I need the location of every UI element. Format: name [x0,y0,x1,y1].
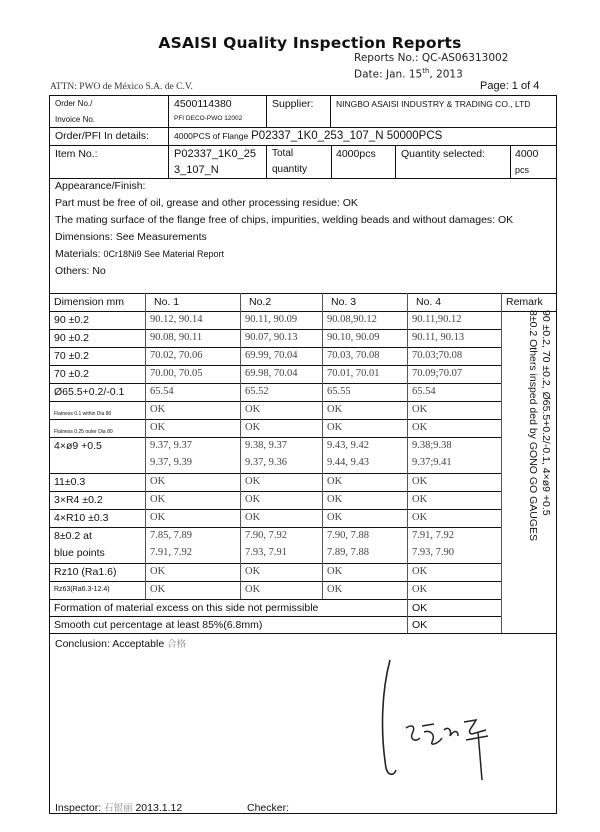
dimension-label: 70 ±0.2 [54,350,89,362]
appearance-line: Dimensions: See Measurements [55,231,207,243]
measurement-value: 7.91, 7.92 [412,530,454,541]
dimension-label: 90 ±0.2 [54,332,89,344]
divider [322,293,323,311]
divider [145,401,146,419]
divider [331,145,332,178]
divider [501,347,502,365]
divider [322,581,323,599]
divider [240,437,241,473]
divider [501,383,502,401]
divider [266,145,267,178]
measurement-value: OK [150,422,166,433]
divider [510,145,511,178]
requirement-value: OK [412,602,428,614]
divider [49,419,502,420]
dimension-label: Flatness 0.1 within Dia 80 [54,411,112,417]
divider [407,401,408,419]
divider [145,419,146,437]
measurement-value: OK [150,404,166,415]
measurement-value: 7.90, 7.92 [245,530,287,541]
divider [407,293,408,311]
divider [407,527,408,563]
measurement-value: 90.08, 90.11 [150,332,203,343]
divider [145,437,146,473]
measurement-value: 90.10, 90.09 [327,332,380,343]
measurement-value: 7.89, 7.88 [327,547,369,558]
measurement-value: 65.52 [245,386,269,397]
column-header: Dimension mm [54,296,125,308]
divider [168,95,169,178]
column-header: Remark [506,296,543,308]
divider [407,419,408,437]
measurement-value: 90.11, 90.13 [412,332,465,343]
divider [240,383,241,401]
signature [360,650,520,790]
report-title: ASAISI Quality Inspection Reports [158,34,462,52]
divider [501,419,502,437]
measurement-value: OK [245,404,261,415]
remark-text: 90 ±0.2, 70 ±0.2, Ø65.5+0.2/-0.1, 4×ø9 +0.5 8±0.2 Others insped ded by GONO GO GAUGES [527,310,552,542]
divider [501,616,502,633]
measurement-value: OK [412,476,428,487]
measurement-value: OK [412,422,428,433]
divider [501,581,502,599]
measurement-value: 9.37, 9.36 [245,457,287,468]
dimension-label: 8±0.2 at [54,530,92,542]
divider [501,311,502,329]
divider [322,383,323,401]
measurement-value: OK [150,584,166,595]
divider [145,383,146,401]
requirement-value: OK [412,619,428,631]
measurement-value: OK [412,512,428,523]
dimension-label: Rz10 (Ra1.6) [54,566,117,578]
dimension-label: 4×ø9 +0.5 [54,440,102,452]
frame-right [556,95,557,814]
divider [407,509,408,527]
total-quantity-value: 4000pcs [336,148,376,160]
measurement-value: OK [412,584,428,595]
measurement-value: 9.37, 9.39 [150,457,192,468]
quantity-selected-label: Quantity selected: [401,148,486,160]
divider [407,473,408,491]
dimension-label: 11±0.3 [54,476,86,488]
measurement-value: OK [150,566,166,577]
divider [322,419,323,437]
total-quantity-label: Total quantity [272,148,308,175]
divider [322,491,323,509]
measurement-value: 7.93, 7.91 [245,547,287,558]
dimension-label: Flatness 0.25 outer Dia 80 [54,429,113,435]
divider [145,491,146,509]
divider [407,437,408,473]
dimension-label: Rz63(Ra6.3-12.4) [54,586,110,593]
measurement-value: OK [412,404,428,415]
divider [501,329,502,347]
measurement-value: 7.85, 7.89 [150,530,192,541]
measurement-value: 70.03;70.08 [412,350,463,361]
divider [407,329,408,347]
divider [322,527,323,563]
divider [145,563,146,581]
divider [501,527,502,563]
measurement-value: OK [412,566,428,577]
attention-line: ATTN: PWO de México S.A. de C.V. [50,82,193,92]
measurement-value: OK [245,494,261,505]
measurement-value: OK [327,494,343,505]
divider [501,599,502,616]
supplier-label: Supplier: [272,98,314,110]
report-meta [354,52,508,82]
measurement-value: 7.90, 7.88 [327,530,369,541]
column-header: No. 4 [416,296,442,308]
measurement-value: OK [245,512,261,523]
measurement-value: 90.12, 90.14 [150,314,203,325]
measurement-value: 90.08,90.12 [327,314,377,325]
divider [407,491,408,509]
measurement-value: 90.11,90.12 [412,314,462,325]
measurement-value: 65.54 [412,386,436,397]
divider [49,401,502,402]
measurement-value: OK [327,404,343,415]
details-label: Order/PFI In details: [55,130,149,142]
appearance-heading: Appearance/Finish: [55,180,146,192]
measurement-value: OK [327,476,343,487]
divider [49,293,557,294]
divider [240,401,241,419]
measurement-value: OK [245,584,261,595]
measurement-value: 9.38, 9.37 [245,440,287,451]
divider [330,95,331,127]
divider [407,365,408,383]
dimension-label: 4×R10 ±0.3 [54,512,109,524]
divider [240,473,241,491]
measurement-value: OK [245,566,261,577]
divider [240,347,241,365]
divider [501,293,502,311]
divider [145,527,146,563]
divider [145,509,146,527]
divider [322,473,323,491]
divider [240,563,241,581]
divider [240,491,241,509]
measurement-value: 70.02, 70.06 [150,350,203,361]
measurement-value: 9.38;9.38 [412,440,452,451]
divider [407,616,408,633]
column-header: No.2 [249,296,272,308]
appearance-section [55,178,513,280]
divider [240,527,241,563]
divider [501,473,502,491]
divider [501,563,502,581]
divider [407,563,408,581]
divider [407,311,408,329]
materials-line: Materials: 0Cr18Ni9 See Material Report [55,248,224,260]
divider [49,473,502,474]
divider [145,311,146,329]
appearance-line: Part must be free of oil, grease and other processing residue: OK [55,197,358,209]
divider [240,293,241,311]
divider [407,347,408,365]
measurement-value: OK [412,494,428,505]
measurement-value: 9.37, 9.37 [150,440,192,451]
divider [322,509,323,527]
measurement-value: OK [150,476,166,487]
divider [145,293,146,311]
measurement-value: 70.03, 70.08 [327,350,380,361]
order-number: 4500114380 PFI DECO-PWO 12002 [174,96,242,126]
divider [145,581,146,599]
divider [49,563,502,564]
column-header: No. 3 [331,296,357,308]
details-value: 4000PCS of Flange P02337_1K0_253_107_N 50000PCS [174,130,443,142]
appearance-line: The mating surface of the flange free of chips, impurities, welding beads and without damages: OK [55,214,514,226]
requirement-label: Formation of material excess on this side not permissible [54,602,319,614]
item-label: Item No.: [55,148,98,160]
divider [145,365,146,383]
divider [407,383,408,401]
divider [240,419,241,437]
divider [501,491,502,509]
measurement-value: 70.09;70.07 [412,368,463,379]
divider [322,365,323,383]
dimension-label: 70 ±0.2 [54,368,89,380]
report-date: Date: Jan. 15th, 2013 [354,67,463,81]
divider [501,509,502,527]
divider [407,581,408,599]
divider [49,633,557,634]
measurement-value: 90.07, 90.13 [245,332,298,343]
measurement-value: 70.00, 70.05 [150,368,203,379]
divider [240,311,241,329]
page-number: Page: 1 of 4 [480,80,540,92]
measurement-value: 9.44, 9.43 [327,457,369,468]
divider [240,365,241,383]
column-header: No. 1 [154,296,180,308]
divider [501,437,502,473]
invoice-number: PFI DECO-PWO 12002 [174,115,243,122]
divider [266,95,267,127]
checker-label: Checker: [247,802,290,814]
measurement-value: OK [327,584,343,595]
measurement-value: 90.11, 90.09 [245,314,298,325]
quantity-selected-value: 4000 pcs [515,148,539,175]
divider [322,401,323,419]
divider [240,329,241,347]
measurement-value: 9.37;9.41 [412,457,452,468]
conclusion: Conclusion: Acceptable 合格 [55,638,187,650]
divider [145,347,146,365]
supplier-value: NINGBO ASAISI INDUSTRY & TRADING CO., LTD [336,99,531,109]
divider [395,145,396,178]
divider [322,347,323,365]
divider [407,599,408,616]
dimension-label: 3×R4 ±0.2 [54,494,103,506]
divider [240,581,241,599]
others-line: Others: No [55,265,106,277]
inspector-line: Inspector: 石银丽 2013.1.12 [55,802,183,814]
measurement-value: 7.91, 7.92 [150,547,192,558]
dimension-label: 90 ±0.2 [54,314,89,326]
divider [240,509,241,527]
measurement-value: OK [327,566,343,577]
measurement-value: 70.01, 70.01 [327,368,380,379]
measurement-value: 69.98, 70.04 [245,368,298,379]
report-number: Reports No.: QC-AS06313002 [354,52,509,64]
measurement-value: 9.43, 9.42 [327,440,369,451]
divider [322,329,323,347]
dimension-label: Ø65.5+0.2/-0.1 [54,386,125,398]
divider [49,311,557,312]
divider [501,401,502,419]
measurement-value: OK [150,494,166,505]
measurement-value: OK [150,512,166,523]
divider [145,473,146,491]
measurement-value: 65.54 [150,386,174,397]
divider [501,365,502,383]
measurement-value: OK [245,422,261,433]
measurement-value: 65.55 [327,386,351,397]
divider [49,509,502,510]
order-label: Order No./ Invoice No. [55,99,96,124]
measurement-value: OK [327,422,343,433]
divider [49,491,502,492]
divider [322,437,323,473]
divider [145,329,146,347]
requirement-label: Smooth cut percentage at least 85%(6.8mm) [54,619,263,631]
measurement-value: OK [327,512,343,523]
measurement-value: OK [245,476,261,487]
measurement-value: 7.93, 7.90 [412,547,454,558]
divider [322,311,323,329]
dimension-label: blue points [54,547,105,559]
divider [322,563,323,581]
measurement-value: 69.99, 70.04 [245,350,298,361]
frame-left [49,95,50,814]
item-value: P02337_1K0_25 3_107_N [174,148,256,176]
divider [49,581,502,582]
